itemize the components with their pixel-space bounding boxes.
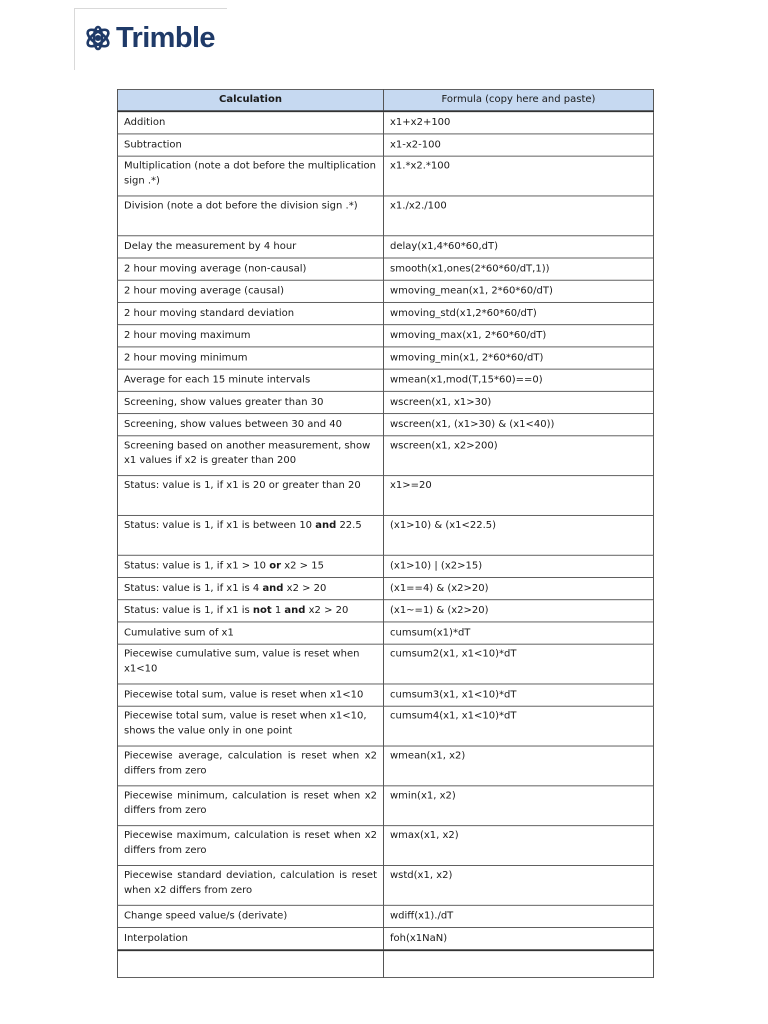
formula-cell: wdiff(x1)./dT [384,905,654,927]
calculation-cell: Piecewise total sum, value is reset when x1<10, shows the value only in one point [118,706,384,746]
formula-cell: x1+x2+100 [384,111,654,134]
bold-keyword: and [262,583,284,594]
formula-cell: cumsum4(x1, x1<10)*dT [384,706,654,746]
calculation-text: Status: value is 1, if x1 is 4 [124,583,263,594]
table-row [118,134,654,156]
calculation-cell: Piecewise total sum, value is reset when x1<10 [118,684,384,706]
calculation-cell: Screening, show values greater than 30 [118,391,384,413]
table-row [118,515,654,555]
calculation-cell: Screening, show values between 30 and 40 [118,414,384,436]
calculation-cell: Piecewise standard deviation, calculation is reset when x2 differs from zero [118,865,384,905]
calculation-cell: Delay the measurement by 4 hour [118,236,384,258]
calculation-cell: 2 hour moving average (causal) [118,280,384,302]
formula-cell: x1.*x2.*100 [384,156,654,196]
bold-keyword: or [269,560,282,572]
formula-cell: wmean(x1, x2) [384,746,654,786]
bold-keyword: and [315,520,337,531]
formula-cell: (x1==4) & (x2>20) [384,577,654,599]
table-row [118,236,654,258]
calculation-cell: Subtraction [118,134,384,156]
formula-cell: cumsum3(x1, x1<10)*dT [384,684,654,706]
formula-cell: wmoving_min(x1, 2*60*60/dT) [384,347,654,369]
calculation-cell: 2 hour moving maximum [118,325,384,347]
formula-cell: wmean(x1,mod(T,15*60)==0) [384,369,654,391]
calculation-text: x2 > 20 [283,583,327,594]
table-row [118,414,654,436]
formula-cell: wmoving_std(x1,2*60*60/dT) [384,302,654,324]
table-row [118,369,654,391]
formula-cell: delay(x1,4*60*60,dT) [384,236,654,258]
formula-cell: wmax(x1, x2) [384,826,654,866]
table-row [118,156,654,196]
formula-cell: wmin(x1, x2) [384,786,654,826]
calculation-text: Status: value is 1, if x1 > 10 [124,560,270,572]
table-row [118,258,654,280]
calculation-table [117,89,654,978]
table-row [118,786,654,826]
trimble-globe-icon [84,22,114,54]
table-row [118,347,654,369]
formula-cell [384,950,654,977]
table-row [118,600,654,622]
bold-keyword: and [284,605,306,616]
calculation-text: Status: value is 1, if x1 is [124,605,253,616]
calculation-cell: Piecewise maximum, calculation is reset when x2 differs from zero [118,826,384,866]
table-header-row [118,89,654,111]
calculation-cell: 2 hour moving average (non-causal) [118,258,384,280]
calculation-cell: Piecewise average, calculation is reset when x2 differs from zero [118,746,384,786]
calculation-cell: Piecewise minimum, calculation is reset when x2 differs from zero [118,786,384,826]
calculation-cell [118,515,384,555]
calculation-cell: Change speed value/s (derivate) [118,905,384,927]
table-row [118,928,654,951]
calculation-cell: Piecewise cumulative sum, value is reset when x1<10 [118,644,384,684]
calculation-cell: Division (note a dot before the division sign .*) [118,196,384,236]
calculation-text: Status: value is 1, if x1 is between 10 [124,520,316,531]
calculation-cell: Multiplication (note a dot before the multiplication sign .*) [118,156,384,196]
header-formula: Formula (copy here and paste) [384,89,654,111]
table-row [118,950,654,977]
calculation-text: 22.5 [336,520,362,531]
table-row [118,196,654,236]
formula-cell: (x1>10) | (x2>15) [384,555,654,577]
table-row [118,111,654,134]
formula-cell: x1./x2./100 [384,196,654,236]
table-row [118,302,654,324]
calculation-cell: Screening based on another measurement, show x1 values if x2 is greater than 200 [118,436,384,476]
formula-cell: (x1~=1) & (x2>20) [384,600,654,622]
calculation-cell: Average for each 15 minute intervals [118,369,384,391]
calculation-cell [118,555,384,577]
formula-cell: smooth(x1,ones(2*60*60/dT,1)) [384,258,654,280]
trimble-logo [84,20,215,56]
calculation-cell: Addition [118,111,384,134]
calculation-text: x2 > 20 [305,605,349,616]
table-row [118,746,654,786]
formula-cell: wmoving_max(x1, 2*60*60/dT) [384,325,654,347]
formula-cell: wmoving_mean(x1, 2*60*60/dT) [384,280,654,302]
calculation-cell: Cumulative sum of x1 [118,622,384,644]
calculation-text: 1 [271,605,285,616]
calculation-cell: Status: value is 1, if x1 is 20 or greater than 20 [118,476,384,516]
formula-cell: wscreen(x1, x1>30) [384,391,654,413]
formula-cell: foh(x1NaN) [384,928,654,951]
formula-cell: cumsum2(x1, x1<10)*dT [384,644,654,684]
bold-keyword: not [252,605,272,616]
calculation-text: x2 > 15 [281,560,324,572]
calculation-cell [118,600,384,622]
brand-name: Trimble [116,22,215,54]
table-row [118,555,654,577]
calculation-cell: 2 hour moving minimum [118,347,384,369]
calculation-cell: Interpolation [118,928,384,951]
table-row [118,905,654,927]
calculation-cell [118,950,384,977]
calculation-cell: 2 hour moving standard deviation [118,302,384,324]
formula-cell: cumsum(x1)*dT [384,622,654,644]
table-row [118,577,654,599]
formula-cell: wscreen(x1, (x1>30) & (x1<40)) [384,414,654,436]
calculation-cell [118,577,384,599]
table-row [118,325,654,347]
table-row [118,391,654,413]
table-row [118,644,654,684]
table-row [118,684,654,706]
table-row [118,436,654,476]
formula-cell: wstd(x1, x2) [384,865,654,905]
formula-cell: wscreen(x1, x2>200) [384,436,654,476]
table-row [118,476,654,516]
table-row [118,865,654,905]
formula-cell: x1-x2-100 [384,134,654,156]
table-row [118,280,654,302]
header-calculation: Calculation [118,89,384,111]
table-row [118,622,654,644]
table-row [118,826,654,866]
formula-cell: (x1>10) & (x1<22.5) [384,515,654,555]
formula-cell: x1>=20 [384,476,654,516]
table-row [118,706,654,746]
